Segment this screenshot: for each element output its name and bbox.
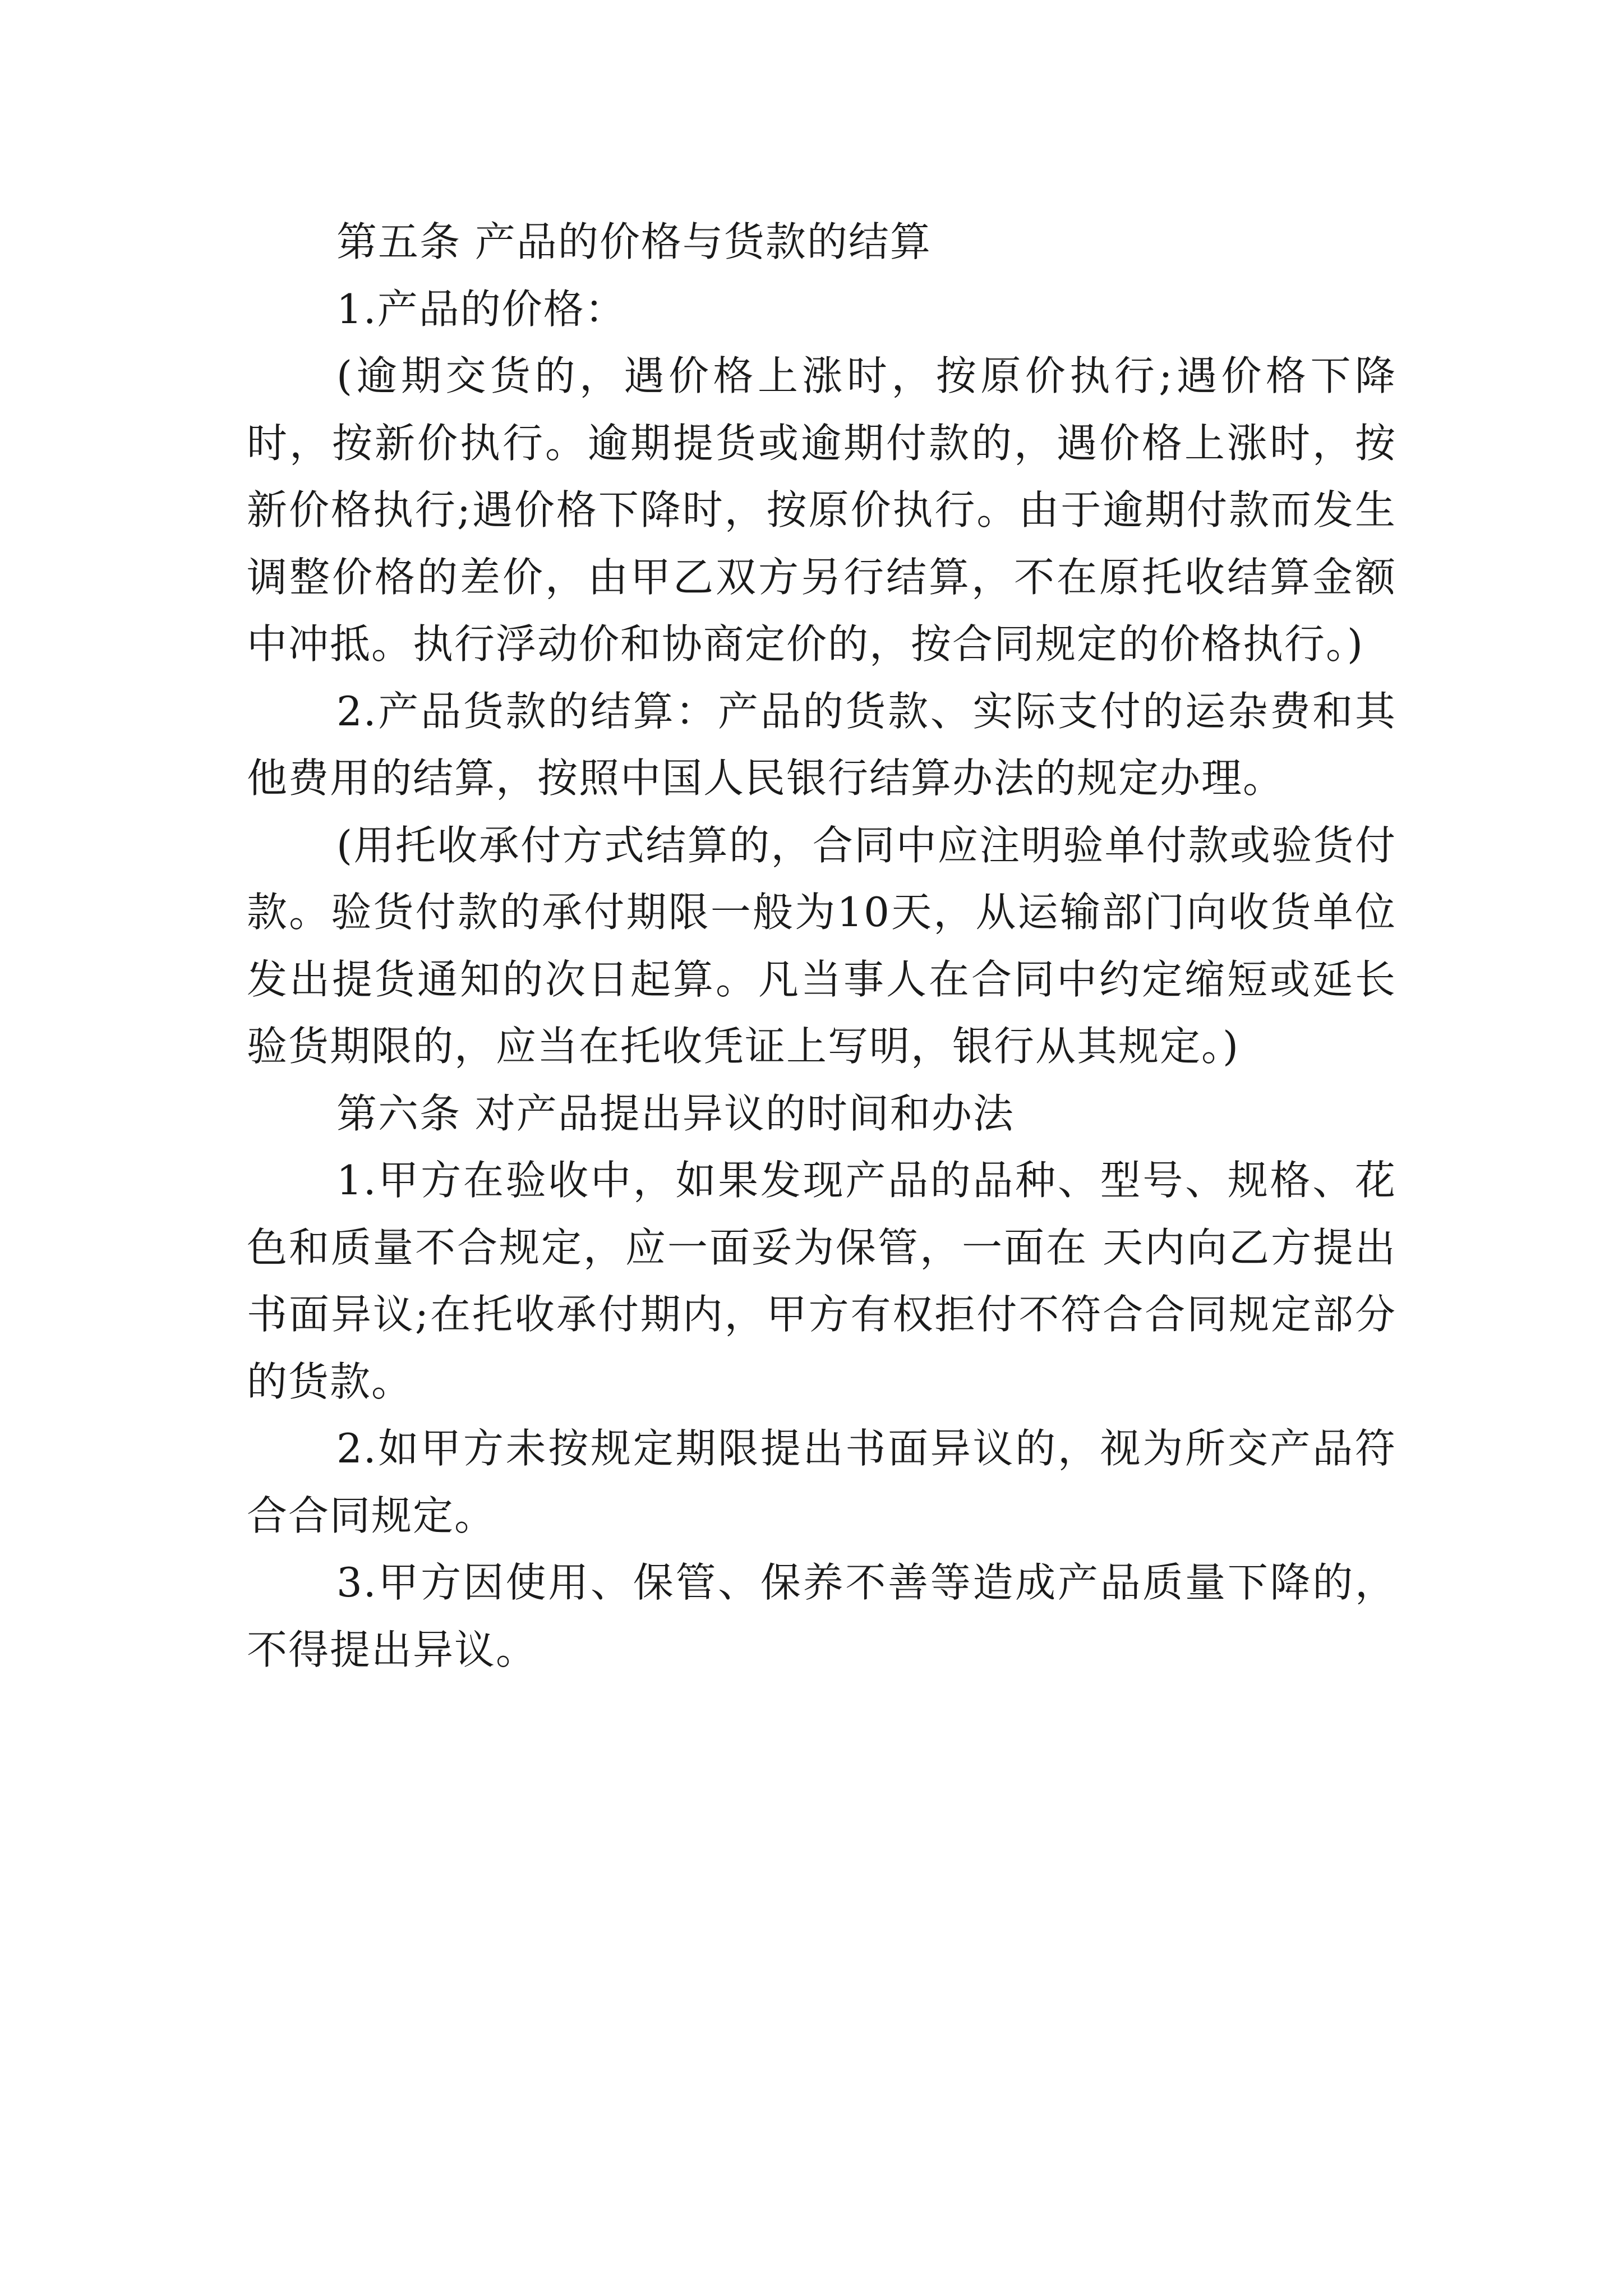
article-5-heading: 第五条 产品的价格与货款的结算 [336, 218, 932, 265]
collection-acceptance-paragraph: (用托收承付方式结算的，合同中应注明验单付款或验货付款。验货付款的承付期限一般为10天，从运输部门向收货单位发出提货通知的次日起算。凡当事人在合同中约定缩短或延长验货期限的，应当在托收凭证上写明，银行从其规定。) [247, 821, 1396, 1070]
price-rules-paragraph: (逾期交货的，遇价格上涨时，按原价执行;遇价格下降时，按新价执行。逾期提货或逾期付款的，遇价格上涨时，按新价格执行;遇价格下降时，按原价执行。由于逾期付款而发生调整价格的差价，由甲乙双方另行结算，不在原托收结算金额中冲抵。执行浮动价和协商定价的，按合同规定的价格执行。) [247, 352, 1396, 668]
objection-clause-1: 1.甲方在验收中，如果发现产品的品种、型号、规格、花色和质量不合规定，应一面妥为保管，一面在 天内向乙方提出书面异议;在托收承付期内，甲方有权拒付不符合合同规定部分的货款。 [247, 1157, 1396, 1405]
article-6-heading: 第六条 对产品提出异议的时间和办法 [336, 1089, 1015, 1137]
product-price-heading: 1.产品的价格： [336, 285, 626, 333]
payment-settlement-paragraph: 2.产品货款的结算：产品的货款、实际支付的运杂费和其他费用的结算，按照中国人民银行结算办法的规定办理。 [247, 687, 1396, 802]
objection-clause-2: 2.如甲方未按规定期限提出书面异议的，视为所交产品符合合同规定。 [247, 1425, 1396, 1539]
document-body [247, 209, 1396, 1683]
objection-clause-3: 3.甲方因使用、保管、保养不善等造成产品质量下降的，不得提出异议。 [247, 1559, 1396, 1673]
